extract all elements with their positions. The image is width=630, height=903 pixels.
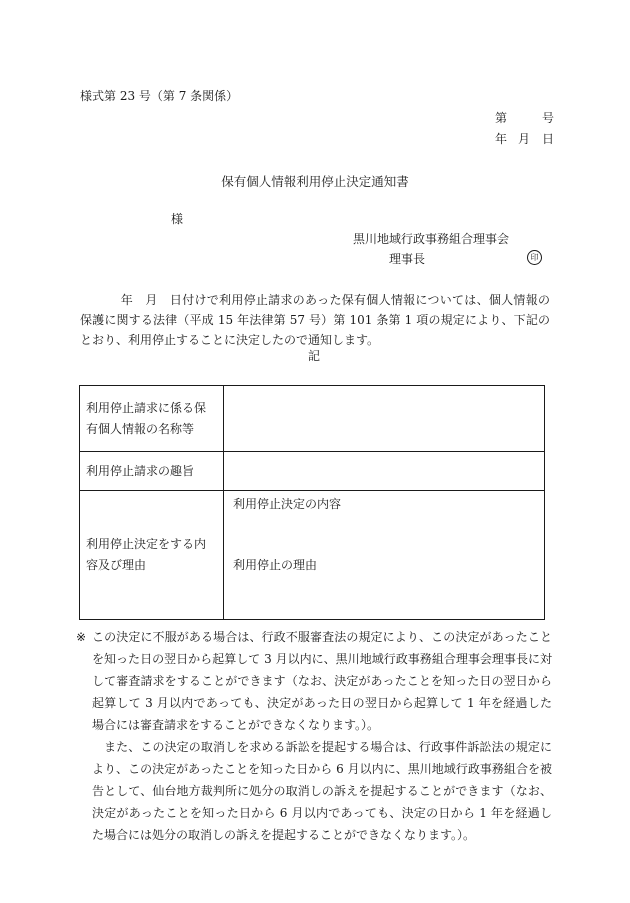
decision-table (79, 385, 545, 620)
row3-label: 利用停止決定をする内容及び理由 (80, 491, 224, 620)
row1-label: 利用停止請求に係る保有個人情報の名称等 (80, 386, 224, 452)
row2-value (224, 452, 545, 491)
note-appeal-text: この決定に不服がある場合は、行政不服審査法の規定により、この決定があったことを知った日の翌日から起算して 3 月以内に、黒川地域行政事務組合理事会理事長に対して審査請求をすることができます（なお、決定があったことを知った日の翌日から起算して 3 月以内であっても、決定があった日の翌日から起算して 1 年を経過した場合には審査請求をすることができなくなります。）。 (92, 630, 552, 732)
table-row (80, 386, 545, 452)
table-row (80, 452, 545, 491)
record-heading: 記 (308, 349, 321, 363)
form-number: 様式第 23 号（第 7 条関係） (80, 89, 239, 103)
notice-body (80, 290, 550, 350)
document-title: 保有個人情報利用停止決定通知書 (221, 174, 409, 189)
row3-value (224, 491, 545, 620)
number-suffix: 号 (542, 111, 555, 125)
date-day: 日 (542, 132, 555, 146)
seal-mark: 印 (527, 250, 542, 265)
note-mark: ※ (76, 630, 87, 644)
date-year: 年 (495, 132, 508, 146)
issuer-organization: 黒川地域行政事務組合理事会 (353, 232, 510, 246)
row2-label: 利用停止請求の趣旨 (80, 452, 224, 491)
notice-paragraph: 年 月 日付けで利用停止請求のあった保有個人情報については、個人情報の保護に関する法律（平成 15 年法律第 57 号）第 101 条第 1 項の規定により、下記のとおり、利用停止することに決定したので通知します。 (80, 293, 550, 347)
notes-section (76, 626, 552, 846)
decision-content-label: 利用停止決定の内容 (233, 497, 342, 511)
addressee-suffix: 様 (171, 212, 184, 226)
date-month: 月 (518, 132, 531, 146)
note-lawsuit: また、この決定の取消しを求める訴訟を提起する場合は、行政事件訴訟法の規定により、この決定があったことを知った日から 6 月以内に、黒川地域行政事務組合を被告として、仙台地方裁判所に処分の取消しの訴えを提起することができます（なお、決定があったことを知った日から 6 月以内であっても、決定の日から 1 年を経過した場合には処分の取消しの訴えを提起することができなくなります。）。 (92, 740, 552, 842)
row1-value (224, 386, 545, 452)
decision-reason-label: 利用停止の理由 (233, 558, 318, 572)
issuer-title: 理事長 (389, 252, 426, 266)
table-row (80, 491, 545, 620)
number-label: 第 (495, 111, 508, 125)
note-appeal (76, 626, 552, 736)
